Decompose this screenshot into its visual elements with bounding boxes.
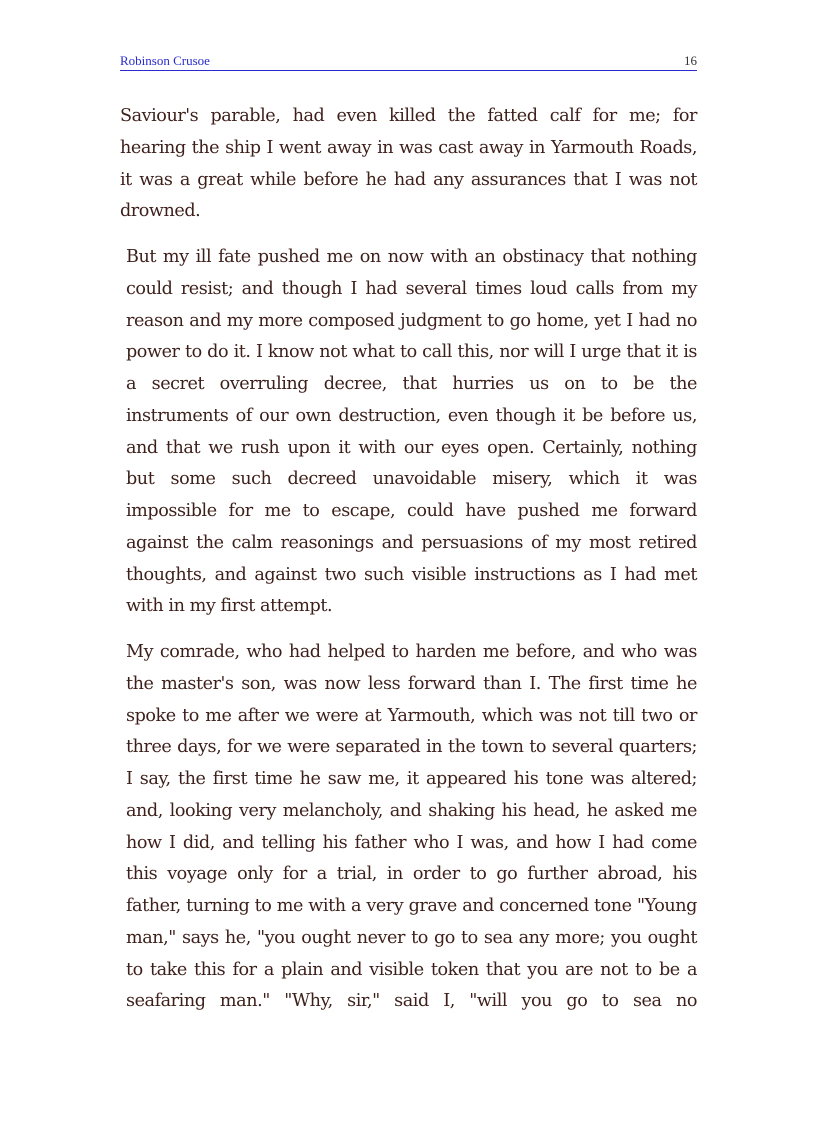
paragraph: But my ill fate pushed me on now with an obstinacy that nothing could resist; and though I had several times loud calls from my reason and my more composed judgment to go home, yet I had no power to do it. I know not what to call this, nor will I urge that it is a secret overruling decree, that hurries us on to be the instruments of our own destruction, even though it be before us, and that we rush upon it with our eyes open. Certainly, nothing but some such decreed unavoidable misery, which it was impossible for me to escape, could have pushed me forward against the calm reasonings and persuasions of my most retired thoughts, and against two such visible instructions as I had met with in my first attempt. — [126, 247, 697, 617]
running-header — [120, 52, 697, 71]
paragraph: My comrade, who had helped to harden me before, and who was the master's son, was now less forward than I. The first time he spoke to me after we were at Yarmouth, which was not till two or three days, for we were separated in the town to several quarters; I say, the first time he saw me, it appeared his tone was altered; and, looking very melancholy, and shaking his head, he asked me how I did, and telling his father who I was, and how I had come this voyage only for a trial, in order to go further abroad, his father, turning to me with a very grave and concerned tone "Young man," says he, "you ought never to go to sea any more; you ought to take this for a plain and visible token that you are not to be a seafaring man." "Why, sir," said I, "will you go to sea no — [126, 642, 697, 1012]
page-number: 16 — [684, 53, 697, 68]
body-text — [120, 101, 697, 1018]
paragraph: Saviour's parable, had even killed the fatted calf for me; for hearing the ship I went away in was cast away in Yarmouth Roads, it was a great while before he had any assurances that I was not drowned. — [120, 106, 697, 222]
book-title-link[interactable]: Robinson Crusoe — [120, 53, 210, 68]
